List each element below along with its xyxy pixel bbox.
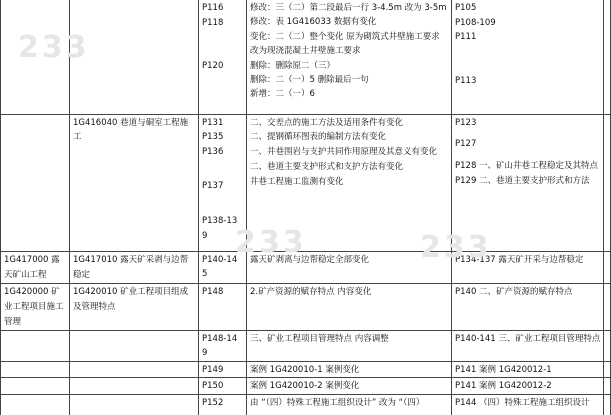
page-ref: P140-14	[202, 254, 238, 265]
extra-cell	[604, 330, 611, 361]
change-line: 案例 1G420010-2 案例变化	[250, 381, 360, 392]
table-row	[1, 251, 611, 283]
new-page-ref: P105	[455, 3, 477, 13]
change-line: 删除：删除原二（三）	[250, 60, 336, 71]
change-line: 露天矿剥离与边帮稳定全部变化	[250, 254, 370, 265]
change-line: 一、井巷围岩与支护共同作用原理及其意义有变化	[250, 147, 438, 158]
new-edition-cell	[452, 0, 604, 114]
page-ref: P116	[202, 3, 224, 13]
section-cell: 1G416040 巷道与硐室工程施工	[70, 114, 199, 251]
table-row	[1, 283, 611, 330]
change-line: 三、矿业工程项目管理特点 内容调整	[250, 333, 389, 344]
page-ref: P118	[202, 17, 224, 28]
change-cell	[247, 361, 452, 378]
page-ref: P138-13	[202, 215, 238, 226]
extra-cell	[604, 114, 611, 251]
extra-cell	[604, 283, 611, 330]
page-ref: P131	[202, 117, 224, 128]
page-ref: P120	[202, 61, 224, 72]
section-cell	[70, 395, 199, 415]
change-line: 二、巷道主要支护形式和支护方法有变化	[250, 161, 404, 172]
change-line: 案例 1G420010-1 案例变化	[250, 364, 360, 375]
page-ref: P136	[202, 147, 224, 158]
change-line: 删除：二（一）5 删除最后一句	[250, 75, 369, 86]
change-line: 二、交差点的施工方法及适用条件有变化	[250, 117, 404, 128]
extra-cell	[604, 251, 611, 283]
table-row	[1, 114, 611, 251]
page-cell	[199, 378, 247, 395]
new-edition-cell	[452, 283, 604, 330]
new-page-ref: P128 一、矿山井巷工程稳定及其特点	[455, 161, 599, 172]
new-page-ref: P141 案例 1G420012-2	[455, 381, 552, 392]
new-page-ref: P108-109	[455, 17, 496, 28]
new-page-ref: P141 案例 1G420012-1	[455, 364, 552, 375]
extra-cell	[604, 395, 611, 415]
new-edition-cell	[452, 251, 604, 283]
change-cell	[247, 251, 452, 283]
page-ref: P149	[202, 364, 224, 375]
section-cell: 1G417010 露天矿采剥与边帮稳定	[70, 251, 199, 283]
change-line: 新增：二（一）6	[250, 89, 315, 100]
extra-cell	[604, 378, 611, 395]
section-cell	[70, 0, 199, 114]
page-cell	[199, 251, 247, 283]
new-edition-cell	[452, 330, 604, 361]
page-cell	[199, 283, 247, 330]
table-row	[1, 378, 611, 395]
change-cell	[247, 378, 452, 395]
change-cell	[247, 114, 452, 251]
table-row	[1, 395, 611, 415]
chapter-cell	[1, 361, 70, 378]
watermark: 233	[235, 225, 307, 260]
change-cell	[247, 0, 452, 114]
page-ref: P148-14	[202, 333, 238, 344]
change-line: 变化：二（二）整个变化 原为砌筑式井壁施工要求	[250, 31, 440, 42]
new-page-ref: P134-137 露天矿开采与边帮稳定	[455, 254, 584, 265]
chapter-cell	[1, 378, 70, 395]
page-cell	[199, 395, 247, 415]
page-cell	[199, 330, 247, 361]
page-cell	[199, 114, 247, 251]
chapter-cell: 1G417000 露天矿山工程	[1, 251, 70, 283]
change-line: 2.矿产资源的赋存特点 内容变化	[250, 286, 372, 297]
change-line: 修改：三（二）第二段最后一行 3-4.5m 改为 3-5m	[250, 3, 447, 13]
change-line: 修改：表 1G416033 数据有变化	[250, 17, 377, 28]
new-edition-cell	[452, 114, 604, 251]
watermark: 233	[18, 30, 90, 65]
change-cell	[247, 283, 452, 330]
new-edition-cell	[452, 395, 604, 415]
table-row	[1, 330, 611, 361]
change-line: 改为现浇混凝土井壁施工要求	[250, 46, 361, 57]
chapter-cell	[1, 0, 70, 114]
page-ref: P150	[202, 381, 224, 392]
section-cell: 1G420010 矿业工程项目组成及管理特点	[70, 283, 199, 330]
page-ref: 9	[202, 230, 208, 241]
section-cell	[70, 330, 199, 361]
new-page-ref: P111	[455, 32, 477, 43]
chapter-cell	[1, 114, 70, 251]
page-cell	[199, 361, 247, 378]
chapter-cell	[1, 330, 70, 361]
extra-cell	[604, 0, 611, 114]
page-ref: 5	[202, 269, 208, 280]
new-page-ref: P140 二、矿产资源的赋存特点	[455, 286, 573, 297]
table-row	[1, 0, 611, 114]
change-cell	[247, 330, 452, 361]
chapter-cell	[1, 395, 70, 415]
section-cell	[70, 361, 199, 378]
page-ref: P152	[202, 398, 224, 409]
chapter-cell: 1G420000 矿业工程项目施工管理	[1, 283, 70, 330]
new-page-ref: P140-141 三、矿业工程项目管理特点	[455, 333, 601, 344]
new-page-ref: P129 二、巷道主要支护形式和方法	[455, 175, 590, 186]
new-edition-cell	[452, 378, 604, 395]
change-cell	[247, 395, 452, 415]
page-ref: P137	[202, 181, 224, 192]
new-page-ref: P123	[455, 117, 477, 128]
change-line: 二、提钢循环图表的编制方法有变化	[250, 132, 387, 143]
new-edition-cell	[452, 361, 604, 378]
new-page-ref: P144 （四）特殊工程施工组织设计	[455, 398, 590, 409]
page-ref: P148	[202, 286, 224, 297]
table-row	[1, 361, 611, 378]
page-ref: P135	[202, 132, 224, 143]
section-cell	[70, 378, 199, 395]
page-ref: 9	[202, 348, 208, 359]
watermark: 233	[420, 230, 492, 265]
change-line: 井巷工程施工监测有变化	[250, 176, 344, 187]
new-page-ref: P127	[455, 139, 477, 150]
extra-cell	[604, 361, 611, 378]
change-line: 由 “（四）特殊工程施工组织设计” 改为 “（四）	[250, 398, 425, 409]
page-cell	[199, 0, 247, 114]
new-page-ref: P113	[455, 75, 477, 86]
